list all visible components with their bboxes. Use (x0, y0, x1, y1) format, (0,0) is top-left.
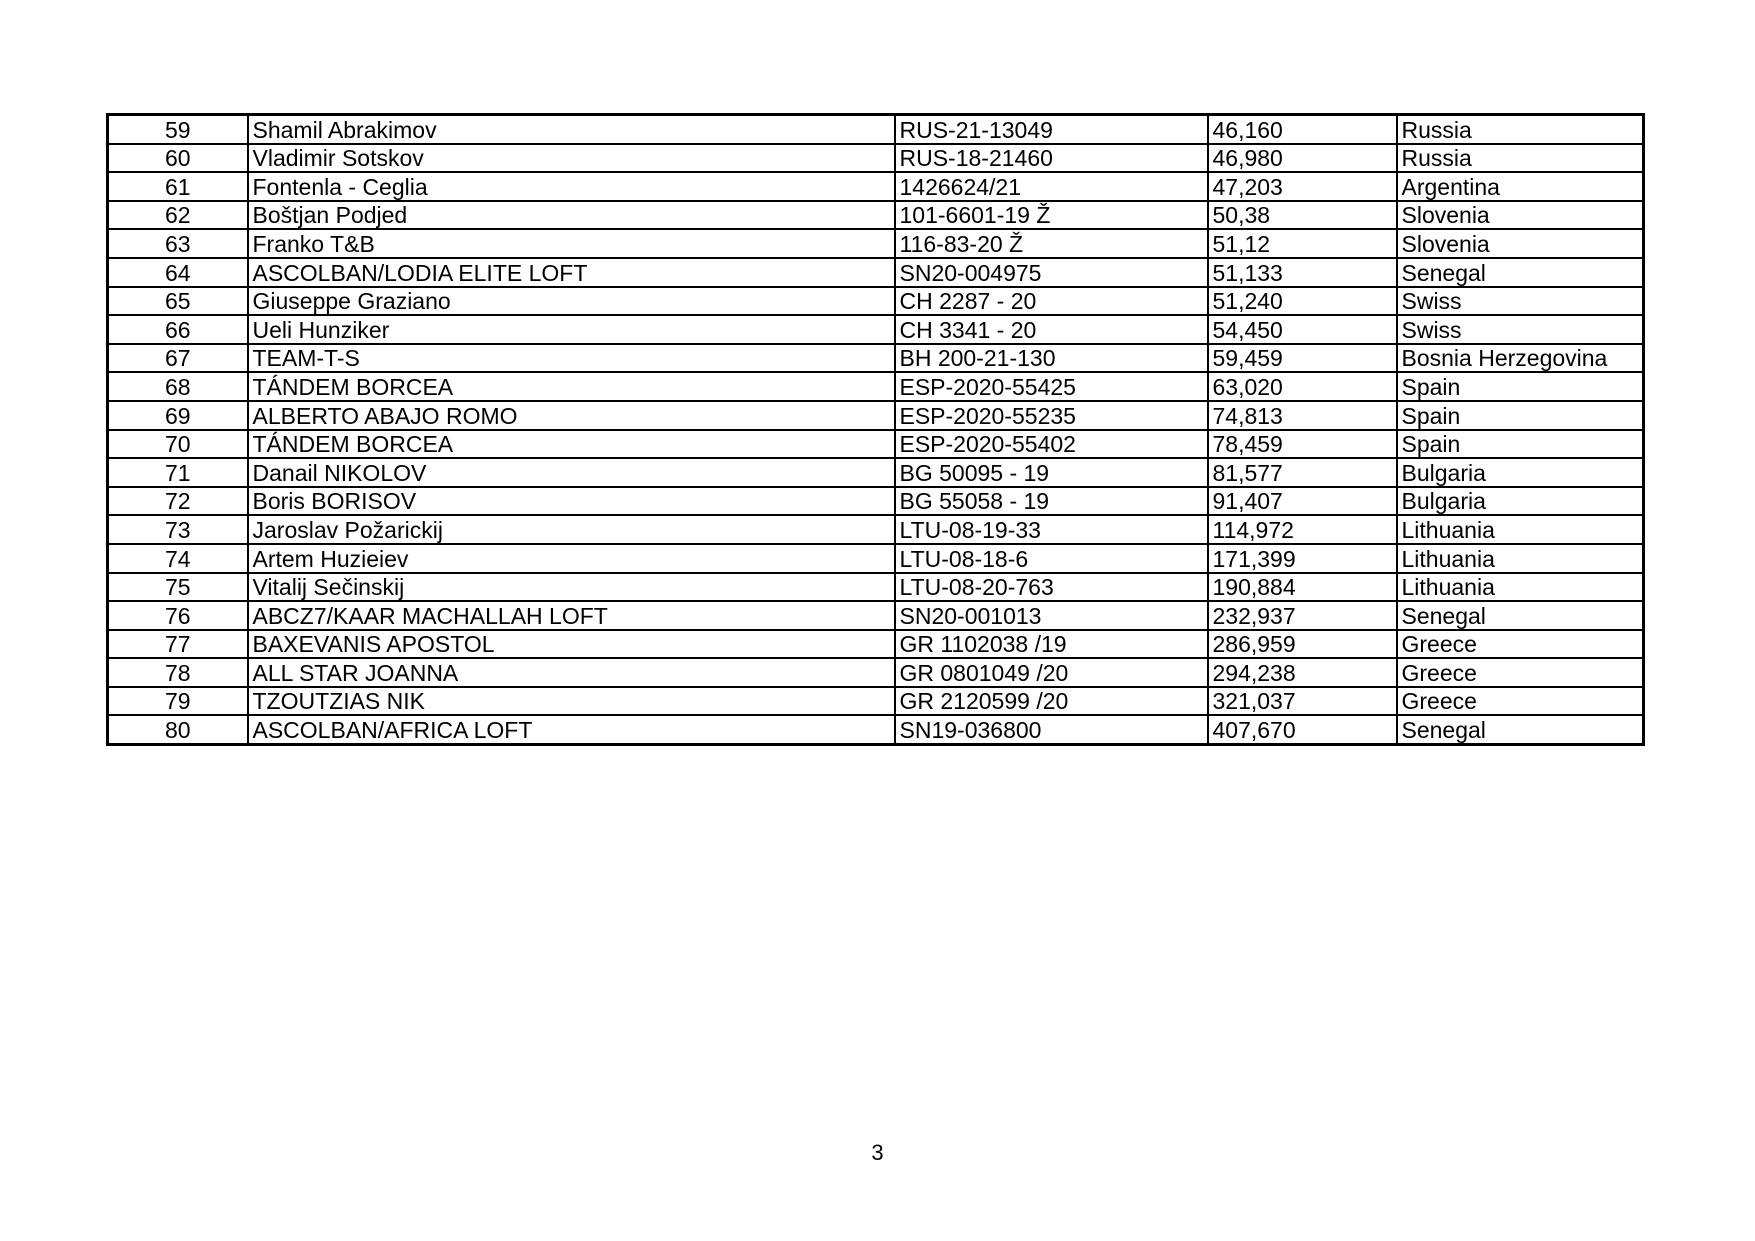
cell-rank: 70 (108, 430, 248, 459)
cell-value: 47,203 (1208, 172, 1397, 201)
cell-name: Giuseppe Graziano (248, 287, 895, 316)
cell-rank: 80 (108, 715, 248, 744)
table-row (108, 115, 1644, 144)
cell-country: Senegal (1397, 601, 1644, 630)
cell-value: 74,813 (1208, 401, 1397, 430)
cell-country: Spain (1397, 401, 1644, 430)
cell-name: TÁNDEM BORCEA (248, 430, 895, 459)
cell-rank: 69 (108, 401, 248, 430)
cell-name: Ueli Hunziker (248, 315, 895, 344)
table-row (108, 144, 1644, 173)
cell-ring-number: RUS-21-13049 (895, 115, 1208, 144)
table-row (108, 515, 1644, 544)
cell-rank: 72 (108, 487, 248, 516)
cell-country: Greece (1397, 658, 1644, 687)
cell-ring-number: GR 2120599 /20 (895, 687, 1208, 716)
cell-country: Russia (1397, 115, 1644, 144)
cell-ring-number: SN19-036800 (895, 715, 1208, 744)
cell-country: Greece (1397, 630, 1644, 659)
cell-value: 190,884 (1208, 573, 1397, 602)
table-row (108, 487, 1644, 516)
cell-country: Russia (1397, 144, 1644, 173)
cell-value: 114,972 (1208, 515, 1397, 544)
cell-name: BAXEVANIS APOSTOL (248, 630, 895, 659)
cell-rank: 65 (108, 287, 248, 316)
table-row (108, 258, 1644, 287)
cell-country: Swiss (1397, 315, 1644, 344)
cell-country: Lithuania (1397, 573, 1644, 602)
cell-rank: 66 (108, 315, 248, 344)
cell-ring-number: GR 1102038 /19 (895, 630, 1208, 659)
cell-rank: 78 (108, 658, 248, 687)
cell-rank: 75 (108, 573, 248, 602)
cell-country: Senegal (1397, 258, 1644, 287)
cell-value: 81,577 (1208, 458, 1397, 487)
cell-rank: 77 (108, 630, 248, 659)
cell-value: 63,020 (1208, 372, 1397, 401)
cell-rank: 67 (108, 344, 248, 373)
cell-ring-number: BH 200-21-130 (895, 344, 1208, 373)
table-row (108, 544, 1644, 573)
cell-value: 321,037 (1208, 687, 1397, 716)
cell-value: 171,399 (1208, 544, 1397, 573)
table-row (108, 344, 1644, 373)
cell-value: 51,133 (1208, 258, 1397, 287)
cell-name: Fontenla - Ceglia (248, 172, 895, 201)
cell-name: TZOUTZIAS NIK (248, 687, 895, 716)
cell-value: 51,12 (1208, 229, 1397, 258)
cell-country: Slovenia (1397, 229, 1644, 258)
cell-name: Vitalij Sečinskij (248, 573, 895, 602)
table-row (108, 658, 1644, 687)
table-row (108, 172, 1644, 201)
cell-rank: 79 (108, 687, 248, 716)
table-row (108, 401, 1644, 430)
cell-rank: 61 (108, 172, 248, 201)
cell-name: ALBERTO ABAJO ROMO (248, 401, 895, 430)
cell-country: Slovenia (1397, 201, 1644, 230)
cell-name: ASCOLBAN/AFRICA LOFT (248, 715, 895, 744)
cell-value: 407,670 (1208, 715, 1397, 744)
table-row (108, 229, 1644, 258)
cell-name: Shamil Abrakimov (248, 115, 895, 144)
cell-ring-number: 1426624/21 (895, 172, 1208, 201)
cell-value: 51,240 (1208, 287, 1397, 316)
table-row (108, 201, 1644, 230)
results-table (106, 113, 1645, 746)
table-row (108, 458, 1644, 487)
cell-ring-number: CH 2287 - 20 (895, 287, 1208, 316)
cell-ring-number: BG 55058 - 19 (895, 487, 1208, 516)
cell-rank: 73 (108, 515, 248, 544)
cell-country: Swiss (1397, 287, 1644, 316)
cell-rank: 68 (108, 372, 248, 401)
cell-country: Bulgaria (1397, 487, 1644, 516)
cell-ring-number: CH 3341 - 20 (895, 315, 1208, 344)
cell-country: Argentina (1397, 172, 1644, 201)
table-row (108, 715, 1644, 744)
cell-ring-number: BG 50095 - 19 (895, 458, 1208, 487)
cell-rank: 76 (108, 601, 248, 630)
cell-ring-number: GR 0801049 /20 (895, 658, 1208, 687)
cell-value: 50,38 (1208, 201, 1397, 230)
cell-country: Spain (1397, 372, 1644, 401)
table-row (108, 630, 1644, 659)
cell-ring-number: SN20-001013 (895, 601, 1208, 630)
cell-rank: 71 (108, 458, 248, 487)
cell-rank: 74 (108, 544, 248, 573)
cell-name: Vladimir Sotskov (248, 144, 895, 173)
cell-rank: 60 (108, 144, 248, 173)
cell-ring-number: ESP-2020-55235 (895, 401, 1208, 430)
cell-value: 294,238 (1208, 658, 1397, 687)
table-row (108, 430, 1644, 459)
cell-value: 46,980 (1208, 144, 1397, 173)
cell-country: Bosnia Herzegovina (1397, 344, 1644, 373)
page-number: 3 (871, 1140, 884, 1165)
cell-value: 78,459 (1208, 430, 1397, 459)
cell-name: Boštjan Podjed (248, 201, 895, 230)
cell-country: Lithuania (1397, 515, 1644, 544)
cell-value: 59,459 (1208, 344, 1397, 373)
cell-rank: 63 (108, 229, 248, 258)
cell-name: Franko T&B (248, 229, 895, 258)
cell-country: Senegal (1397, 715, 1644, 744)
cell-country: Bulgaria (1397, 458, 1644, 487)
cell-name: Jaroslav Požarickij (248, 515, 895, 544)
table-row (108, 573, 1644, 602)
table-row (108, 372, 1644, 401)
cell-country: Lithuania (1397, 544, 1644, 573)
cell-ring-number: LTU-08-19-33 (895, 515, 1208, 544)
cell-ring-number: LTU-08-18-6 (895, 544, 1208, 573)
cell-ring-number: ESP-2020-55425 (895, 372, 1208, 401)
table-row (108, 687, 1644, 716)
cell-name: ASCOLBAN/LODIA ELITE LOFT (248, 258, 895, 287)
cell-value: 232,937 (1208, 601, 1397, 630)
cell-name: TEAM-T-S (248, 344, 895, 373)
results-table-body (108, 115, 1644, 745)
cell-name: Artem Huzieiev (248, 544, 895, 573)
table-row (108, 287, 1644, 316)
cell-name: Danail NIKOLOV (248, 458, 895, 487)
cell-ring-number: LTU-08-20-763 (895, 573, 1208, 602)
cell-name: TÁNDEM BORCEA (248, 372, 895, 401)
table-row (108, 315, 1644, 344)
cell-ring-number: ESP-2020-55402 (895, 430, 1208, 459)
cell-country: Greece (1397, 687, 1644, 716)
cell-value: 286,959 (1208, 630, 1397, 659)
cell-name: Boris BORISOV (248, 487, 895, 516)
cell-rank: 62 (108, 201, 248, 230)
cell-ring-number: 101-6601-19 Ž (895, 201, 1208, 230)
cell-name: ALL STAR JOANNA (248, 658, 895, 687)
cell-value: 54,450 (1208, 315, 1397, 344)
cell-rank: 59 (108, 115, 248, 144)
cell-ring-number: SN20-004975 (895, 258, 1208, 287)
cell-value: 91,407 (1208, 487, 1397, 516)
cell-country: Spain (1397, 430, 1644, 459)
cell-name: ABCZ7/KAAR MACHALLAH LOFT (248, 601, 895, 630)
cell-value: 46,160 (1208, 115, 1397, 144)
cell-rank: 64 (108, 258, 248, 287)
cell-ring-number: RUS-18-21460 (895, 144, 1208, 173)
table-row (108, 601, 1644, 630)
cell-ring-number: 116-83-20 Ž (895, 229, 1208, 258)
